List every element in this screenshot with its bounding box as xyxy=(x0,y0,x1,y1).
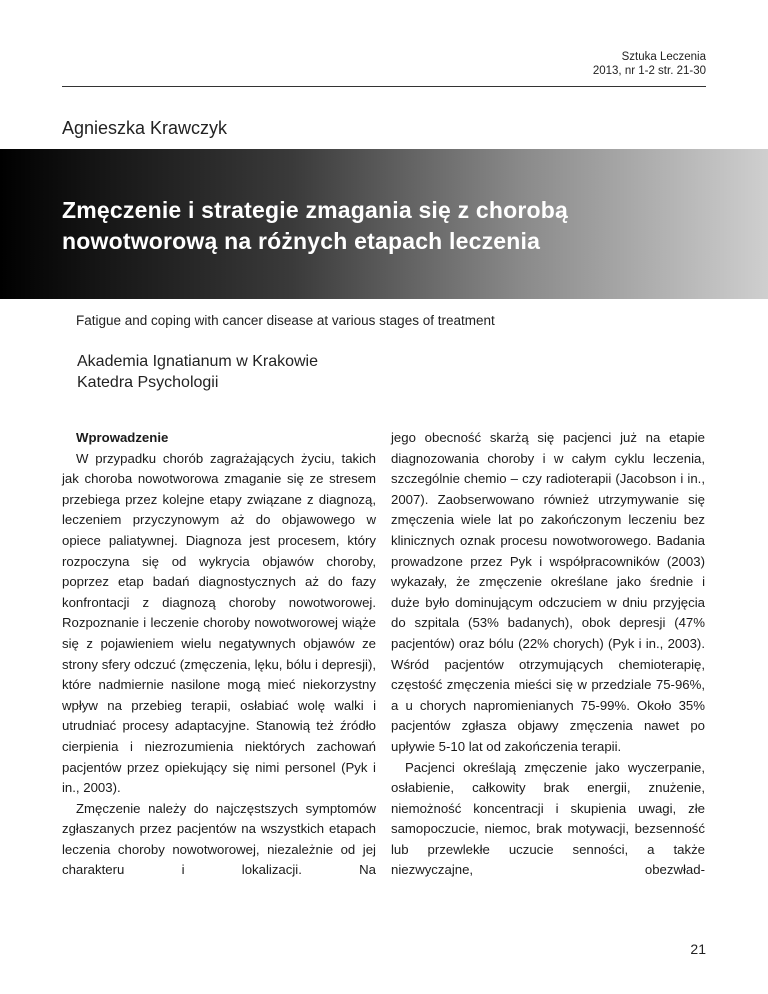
affiliation xyxy=(77,351,318,393)
text-column-left xyxy=(62,428,376,881)
affiliation-department: Katedra Psychologii xyxy=(77,374,219,391)
page-number: 21 xyxy=(690,941,706,957)
journal-name: Sztuka Leczenia xyxy=(621,51,706,63)
article-title xyxy=(62,195,722,257)
section-heading: Wprowadzenie xyxy=(76,430,169,445)
title-line-1: Zmęczenie i strategie zmagania się z chorobą xyxy=(62,197,569,223)
paragraph: Zmęczenie należy do najczęstszych symptomów zgłaszanych przez pacjentów na wszystkich etapach leczenia choroby nowotworowej, niezależnie od jej charakteru i lokalizacji. Na xyxy=(62,800,376,878)
text-column-right xyxy=(391,428,705,881)
title-line-2: nowotworową na różnych etapach leczenia xyxy=(62,228,541,254)
paragraph: Pacjenci określają zmęczenie jako wyczerpanie, osłabienie, całkowity brak energii, znużenie, niemożność koncentracji i skupienia uwagi, złe samopoczucie, niemoc, brak motywacji, bezsenność lub przewlekłe uczucie senności, a także niezwyczajne, obezwład- xyxy=(391,759,705,878)
english-title: Fatigue and coping with cancer disease at various stages of treatment xyxy=(76,313,495,328)
journal-info xyxy=(406,50,706,78)
author-name: Agnieszka Krawczyk xyxy=(62,118,228,138)
affiliation-institution: Akademia Ignatianum w Krakowie xyxy=(77,353,319,370)
journal-issue: 2013, nr 1-2 str. 21-30 xyxy=(592,65,706,77)
paragraph: W przypadku chorób zagrażających życiu, takich jak choroba nowotworowa zmaganie się ze stresem przebiega przez kolejne etapy związane z diagnozą, leczeniem przyczynowym aż do objawowego w opiece paliatywnej. Diagnoza jest procesem, który rozpoczyna się od wykrycia objawów choroby, poprzez etap badań diagnostycznych aż do fazy konfrontacji z diagnozą choroby nowotworowej. Rozpoznanie i leczenie choroby nowotworowej wiąże się z pojawieniem wielu negatywnych objawów ze strony sfery odczuć (zmęczenia, lęku, bólu i depresji), które nadmiernie nasilone mogą mieć niekorzystny wpływ na przebieg terapii, osłabiać wolę walki i utrudniać procesy adaptacyjne. Stanowią też źródło cierpienia i niezrozumienia niektórych zachowań pacjentów przez opiekujący się nimi personel (Pyk i in., 2003). xyxy=(62,450,376,796)
paragraph: jego obecność skarżą się pacjenci już na etapie diagnozowania choroby i w całym cyklu leczenia, szczególnie chemio – czy radioterapii (Jacobson i in., 2007). Zaobserwowano również utrzymywanie się zmęczenia wiele lat po zakończonym leczeniu bez klinicznych oznak procesu nowotworowego. Badania prowadzone przez Pyk i współpracowników (2003) wykazały, że zmęczenie określane jako średnie i duże było dominującym odczuciem w dniu przyjęcia do szpitala (53% badanych), obok depresji (47% pacjentów) oraz bólu (22% chorych) (Pyk i in., 2003). Wśród pacjentów otrzymujących chemioterapię, częstość zmęczenia mieści się w przedziale 75-96%, a u chorych napromienianych 75-99%. Około 35% pacjentów zgłasza objawy zmęczenia nawet po upływie 5-10 lat od zakończenia terapii. xyxy=(391,430,705,754)
header-rule xyxy=(62,86,706,87)
